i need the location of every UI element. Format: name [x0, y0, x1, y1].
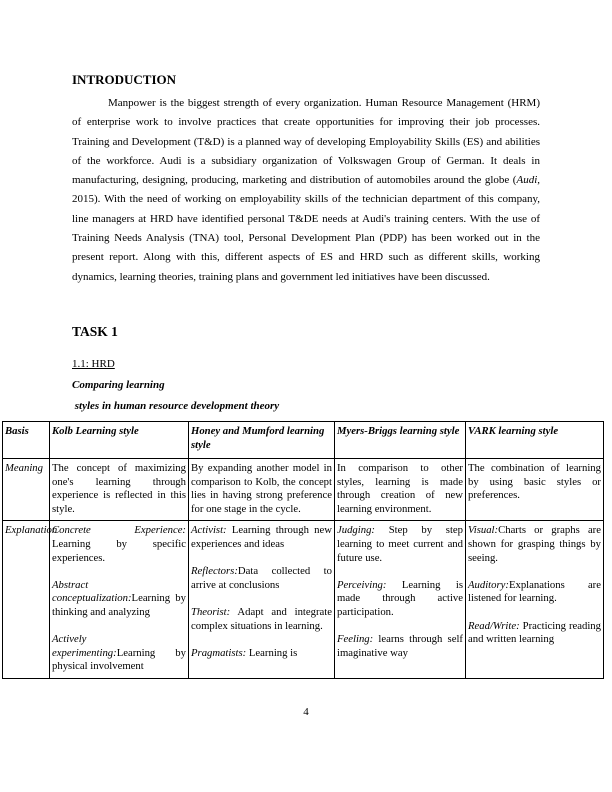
table-caption-line2: styles in human resource development theory: [72, 400, 280, 412]
intro-text-part1: Manpower is the biggest strength of every organization. Human Resource Management (HRM) of enterprise work to involve practices that create opportunities for improving their job processes. Training and Development (T&D) is a planned way of developing Employability Skills (ES) and abilities of the workforce. Audi is a subsidiary organization of Volkswagen Group of German. It deals in manufacturing, designing, producing, marketing and distribution of automobiles around the globe (: [72, 97, 540, 187]
header-kolb: Kolb Learning style: [50, 422, 189, 459]
myers-text: learns through self imaginative way: [337, 633, 463, 659]
vark-text: Practicing reading and written learning: [468, 619, 601, 646]
honey-text: Adapt and integrate complex situations in learning.: [191, 605, 332, 632]
vark-term: Read/Write:: [468, 619, 520, 632]
kolb-term: Concrete Experience:: [52, 524, 186, 537]
explanation-myers-briggs: [335, 521, 466, 679]
task-heading: TASK 1: [72, 324, 118, 339]
meaning-kolb: The concept of maximizing one's learning through experience is reflected in this style.: [50, 459, 189, 521]
vark-item: [468, 620, 601, 647]
myers-item: [337, 633, 463, 660]
honey-term: Activist:: [191, 524, 227, 537]
meaning-myers-briggs: In comparison to other styles, learning is made through creation of new learning environment.: [335, 459, 466, 521]
section-subheading: 1.1: HRD: [72, 358, 115, 370]
honey-item: [191, 606, 332, 633]
honey-item: [191, 647, 332, 661]
vark-text: Charts or graphs are shown for grasping things by seeing.: [468, 524, 601, 564]
honey-text: Learning through new experiences and ideas: [191, 524, 332, 550]
row-label-meaning: Meaning: [3, 459, 50, 521]
kolb-item: [52, 524, 186, 565]
intro-text-part2: , 2015). With the need of working on employability skills of the technician department of this company, line managers at HRD have identified personal T&DE needs at Audi's training centers. With the use of Training Needs Analysis (TNA) tool, Personal Development Plan (PDP) has been worked out in the present report. Along with this, different aspects of ES and HRD such as different skills, working dynamics, learning theories, training plans and government led initiatives have been discussed.: [72, 174, 540, 283]
header-myers-briggs: Myers-Briggs learning style: [335, 422, 466, 459]
myers-term: Feeling:: [337, 633, 374, 646]
vark-item: [468, 579, 601, 606]
vark-text: Explanations are listened for learning.: [468, 578, 601, 605]
kolb-text: Learning by physical involvement: [52, 646, 186, 673]
honey-text: Learning is: [246, 646, 298, 659]
honey-term: Pragmatists:: [191, 646, 247, 659]
intro-paragraph: [72, 94, 540, 287]
meaning-honey-mumford: By expanding another model in comparison to Kolb, the concept lies in having strong preference for one stage in the cycle.: [189, 459, 335, 521]
table-row-meaning: [3, 459, 604, 521]
kolb-text: Learning by specific experiences.: [52, 537, 186, 564]
honey-text: Data collected to arrive at conclusions: [191, 565, 332, 591]
myers-item: [337, 579, 463, 620]
myers-term: Judging:: [337, 524, 375, 537]
row-label-explanation: Explanation: [3, 521, 50, 679]
table-header-row: [3, 422, 604, 459]
intro-heading: INTRODUCTION: [72, 72, 177, 87]
vark-item: [468, 524, 601, 565]
honey-item: [191, 524, 332, 551]
kolb-text: Learning by thinking and analyzing: [52, 592, 186, 618]
honey-term: Reflectors:: [191, 565, 238, 578]
header-honey-mumford: Honey and Mumford learning style: [189, 422, 335, 459]
vark-term: Auditory:: [468, 578, 509, 591]
myers-item: [337, 524, 463, 565]
myers-text: Step by step learning to meet current and future use.: [337, 524, 463, 564]
explanation-honey-mumford: [189, 521, 335, 679]
table-caption-line1: Comparing learning: [72, 379, 165, 391]
vark-term: Visual:: [468, 524, 499, 537]
honey-term: Theorist:: [191, 605, 231, 618]
explanation-vark: [466, 521, 604, 679]
explanation-kolb: [50, 521, 189, 679]
learning-styles-table: [2, 421, 604, 679]
meaning-vark: The combination of learning by using basic styles or preferences.: [466, 459, 604, 521]
intro-citation: Audi: [516, 174, 538, 187]
myers-term: Perceiving:: [337, 578, 387, 591]
kolb-term: Abstract conceptualization:: [52, 578, 132, 605]
page-number: 4: [303, 706, 309, 718]
kolb-term: Actively experimenting:: [52, 633, 117, 659]
table-row-explanation: [3, 521, 604, 679]
header-basis: Basis: [3, 422, 50, 459]
myers-text: Learning is made through active participation.: [337, 578, 463, 618]
honey-item: [191, 565, 332, 592]
kolb-item: [52, 633, 186, 674]
kolb-item: [52, 579, 186, 620]
header-vark: VARK learning style: [466, 422, 604, 459]
